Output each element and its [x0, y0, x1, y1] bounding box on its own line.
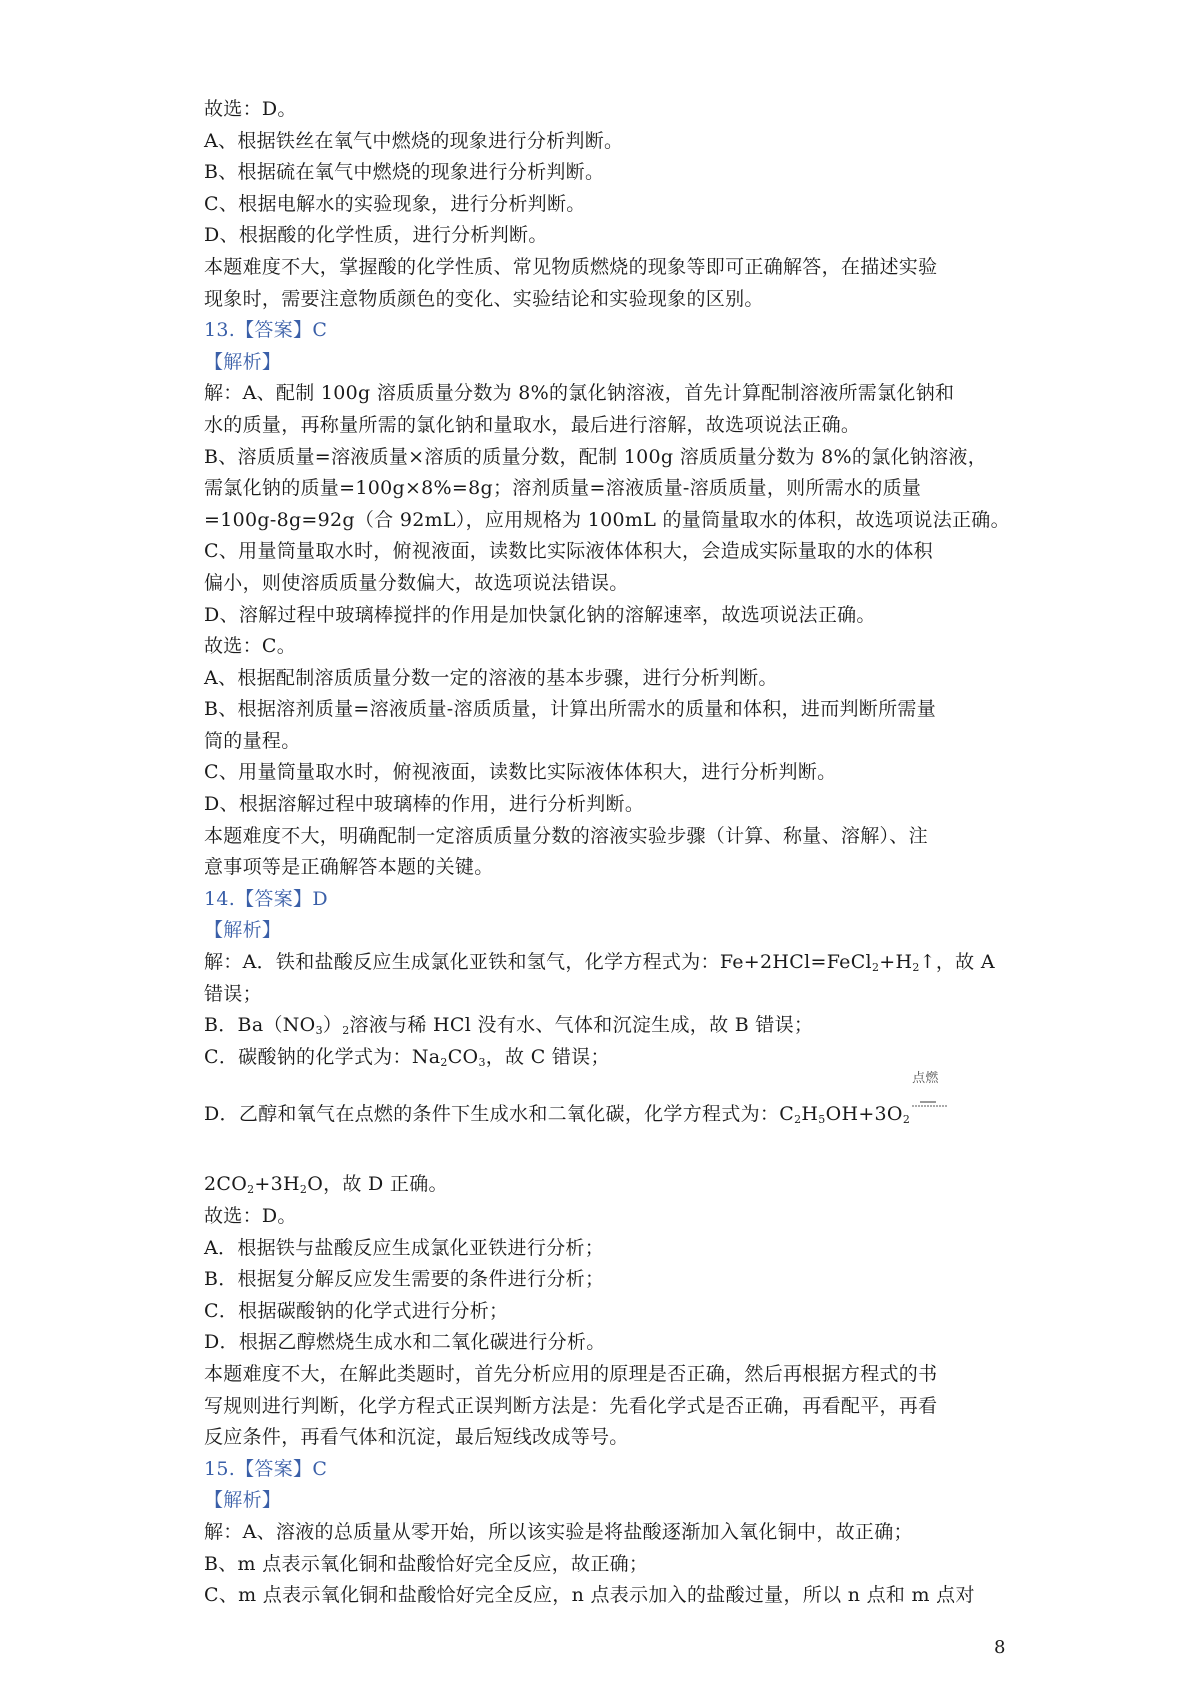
subscript: 3 — [315, 1024, 323, 1038]
answer-heading-13: 13.【答案】C — [204, 319, 328, 342]
text-line: C、m 点表示氧化铜和盐酸恰好完全反应，n 点表示加入的盐酸过量，所以 n 点和 m 点对 — [204, 1584, 975, 1607]
subscript: 2 — [440, 1055, 448, 1069]
subscript: 2 — [247, 1183, 255, 1197]
text-span: D．乙醇和氧气在点燃的条件下生成水和二氧化碳，化学方程式为：C — [204, 1103, 795, 1126]
text-line: D、溶解过程中玻璃棒搅拌的作用是加快氯化钠的溶解速率，故选项说法正确。 — [204, 603, 876, 626]
text-line: 故选：D。 — [204, 98, 297, 120]
text-line: 本题难度不大，掌握酸的化学性质、常见物质燃烧的现象等即可正确解答，在描述实验 — [204, 255, 938, 278]
text-span: C．碳酸钠的化学式为：Na — [204, 1045, 441, 1068]
text-span: 解：A．铁和盐酸反应生成氯化亚铁和氢气，化学方程式为：Fe+2HCl=FeCl — [204, 951, 872, 974]
reaction-condition — [910, 1071, 954, 1125]
text-line: D、根据酸的化学性质，进行分析判断。 — [204, 224, 548, 247]
text-line: B、溶质质量=溶液质量×溶质的质量分数，配制 100g 溶质质量分数为 8%的氯化钠溶液， — [204, 445, 987, 468]
text-line: 本题难度不大，明确配制一定溶质质量分数的溶液实验步骤（计算、称量、溶解）、注 — [204, 824, 928, 847]
subscript: 3 — [478, 1055, 486, 1069]
text-span: B．Ba（NO — [204, 1014, 316, 1037]
text-line: C、用量筒量取水时，俯视液面，读数比实际液体体积大，进行分析判断。 — [204, 761, 837, 784]
text-span: CO — [447, 1045, 479, 1068]
analysis-heading-15: 【解析】 — [204, 1489, 282, 1512]
text-line: 故选：C。 — [204, 635, 297, 658]
text-line: 本题难度不大，在解此类题时，首先分析应用的原理是否正确，然后再根据方程式的书 — [204, 1362, 938, 1385]
text-line: 偏小，则使溶质质量分数偏大，故选项说法错误。 — [204, 571, 629, 594]
text-line: 意事项等是正确解答本题的关键。 — [204, 856, 494, 879]
text-span: ↑，故 A — [919, 951, 995, 974]
text-span: 溶液与稀 HCl 没有水、气体和沉淀生成，故 B 错误； — [349, 1014, 814, 1037]
text-span: ） — [322, 1014, 343, 1037]
text-span: OH+3O — [825, 1103, 903, 1126]
text-line: 需氯化钠的质量=100g×8%=8g；溶剂质量=溶液质量-溶质质量，则所需水的质量 — [204, 477, 922, 500]
analysis-heading-14: 【解析】 — [204, 919, 282, 942]
text-line: A、根据配制溶质质量分数一定的溶液的基本步骤，进行分析判断。 — [204, 666, 778, 689]
text-line: B、m 点表示氧化铜和盐酸恰好完全反应，故正确； — [204, 1552, 649, 1575]
subscript: 5 — [818, 1113, 826, 1127]
text-line: D、根据溶解过程中玻璃棒的作用，进行分析判断。 — [204, 793, 645, 816]
text-line: 错误； — [204, 982, 262, 1005]
subscript: 2 — [871, 961, 880, 975]
text-line: A、根据铁丝在氧气中燃烧的现象进行分析判断。 — [204, 129, 624, 152]
answer-heading-15: 15.【答案】C — [204, 1457, 328, 1480]
equals-sign-icon — [910, 1101, 950, 1107]
text-line: C、根据电解水的实验现象，进行分析判断。 — [204, 192, 586, 215]
answer-heading-14: 14.【答案】D — [204, 887, 328, 910]
equation-line-c — [204, 1042, 1004, 1074]
page-number: 8 — [994, 1637, 1006, 1658]
page-content — [204, 94, 1010, 1612]
text-span: H — [801, 1103, 819, 1126]
condition-label: 点燃 — [912, 1071, 939, 1087]
subscript: 2 — [342, 1024, 350, 1038]
text-span: ，故 C 错误； — [485, 1045, 610, 1068]
text-line: =100g-8g=92g（合 92mL），应用规格为 100mL 的量筒量取水的体积，故选项说法正确。 — [204, 508, 1010, 531]
text-line: B、根据溶剂质量=溶液质量-溶质质量，计算出所需水的质量和体积，进而判断所需量 — [204, 698, 937, 721]
text-line: 筒的量程。 — [204, 729, 301, 752]
equation-line-a — [204, 947, 1004, 979]
text-line: 写规则进行判断，化学方程式正误判断方法是：先看化学式是否正确，再看配平，再看 — [204, 1394, 938, 1417]
text-line: 反应条件，再看气体和沉淀，最后短线改成等号。 — [204, 1426, 629, 1449]
text-line: 故选：D。 — [204, 1205, 297, 1227]
text-line: A．根据铁与盐酸反应生成氯化亚铁进行分析； — [204, 1236, 605, 1259]
subscript: 2 — [299, 1183, 308, 1197]
equation-line-d — [204, 1073, 1004, 1169]
text-line: 解：A、溶液的总质量从零开始，所以该实验是将盐酸逐渐加入氧化铜中，故正确； — [204, 1520, 913, 1543]
subscript: 2 — [912, 961, 920, 975]
text-line: D．根据乙醇燃烧生成水和二氧化碳进行分析。 — [204, 1331, 606, 1354]
text-span: O，故 D 正确。 — [307, 1173, 448, 1196]
text-line: B．根据复分解反应发生需要的条件进行分析； — [204, 1268, 605, 1291]
text-span: +3H — [254, 1173, 300, 1196]
equation-line-d2 — [204, 1169, 1004, 1201]
text-line: B、根据硫在氧气中燃烧的现象进行分析判断。 — [204, 161, 605, 184]
text-line: 水的质量，再称量所需的氯化钠和量取水，最后进行溶解，故选项说法正确。 — [204, 413, 861, 436]
text-line: C．根据碳酸钠的化学式进行分析； — [204, 1299, 509, 1322]
text-span: 2CO — [204, 1173, 248, 1196]
text-line: 现象时，需要注意物质颜色的变化、实验结论和实验现象的区别。 — [204, 287, 764, 310]
equation-text — [204, 1071, 954, 1131]
subscript: 2 — [794, 1113, 802, 1127]
text-span: +H — [879, 951, 913, 974]
text-line: 解：A、配制 100g 溶质质量分数为 8%的氯化钠溶液，首先计算配制溶液所需氯化钠和 — [204, 382, 955, 405]
subscript: 2 — [902, 1113, 911, 1127]
equation-line-b — [204, 1010, 1004, 1042]
analysis-heading-13: 【解析】 — [204, 350, 282, 373]
text-line: C、用量筒量取水时，俯视液面，读数比实际液体体积大，会造成实际量取的水的体积 — [204, 540, 933, 563]
